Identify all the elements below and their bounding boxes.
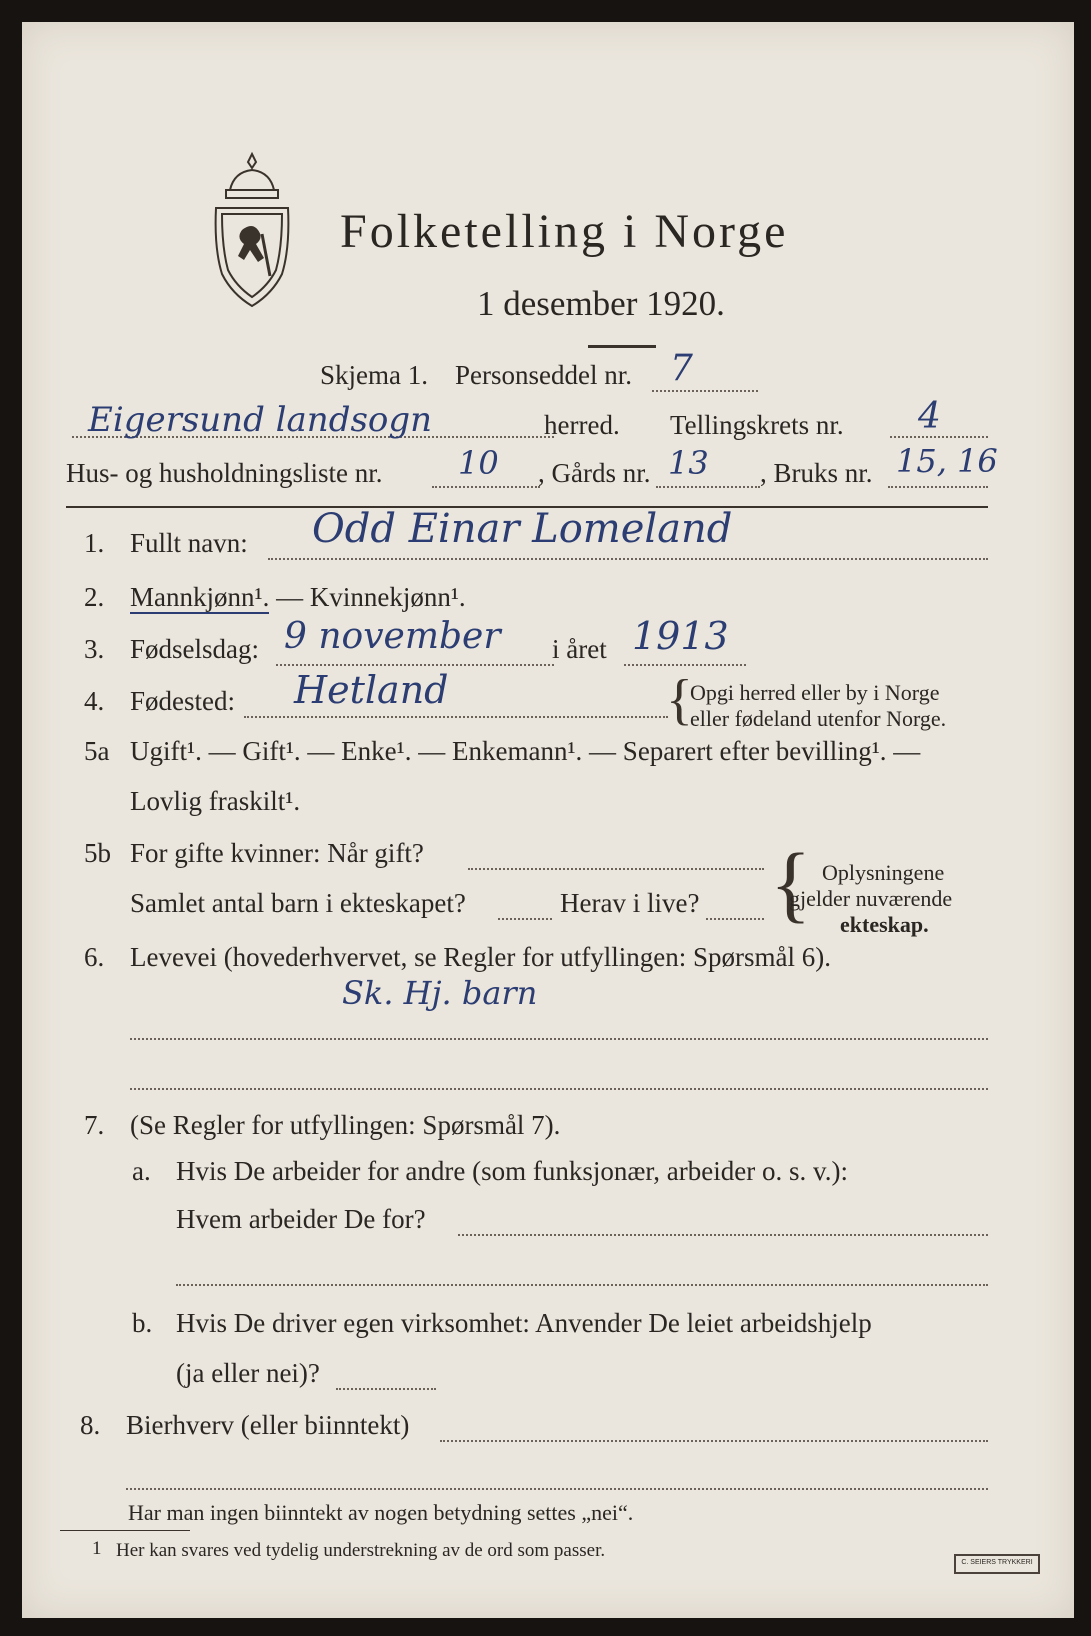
q1-full-name-value[interactable]: Odd Einar Lomeland xyxy=(312,506,733,552)
q5a-number: 5a xyxy=(84,736,110,766)
footnote-text: Her kan svares ved tydelig understrekning av de ord som passer. xyxy=(116,1540,606,1561)
q6-line-2 xyxy=(130,1088,988,1090)
tellingskrets-label: Tellingskrets nr. xyxy=(670,410,844,440)
q6-line-1 xyxy=(130,1038,988,1040)
q5a-options-2[interactable]: Lovlig fraskilt¹. xyxy=(130,786,301,816)
q1-label: Fullt navn: xyxy=(130,528,248,558)
q7b-label-1: Hvis De driver egen virksomhet: Anvender De leiet arbeidshjelp xyxy=(176,1308,872,1338)
q5b-children-label: Samlet antal barn i ekteskapet? xyxy=(130,888,466,918)
q2-option-female[interactable]: — Kvinnekjønn¹. xyxy=(269,582,466,612)
q7a-number: a. xyxy=(132,1156,151,1186)
q4-note-line2: eller fødeland utenfor Norge. xyxy=(690,706,947,731)
q4-note-line1: Opgi herred eller by i Norge xyxy=(690,680,940,705)
q7b-line[interactable] xyxy=(336,1388,436,1390)
herred-label: herred. xyxy=(544,410,620,440)
q7b-number: b. xyxy=(132,1308,153,1338)
q3-year-label: i året xyxy=(552,634,607,664)
q7a-label-1: Hvis De arbeider for andre (som funksjonær, arbeider o. s. v.): xyxy=(176,1156,848,1186)
tellingskrets-value[interactable]: 4 xyxy=(918,396,941,437)
q5a-options[interactable]: Ugift¹. — Gift¹. — Enke¹. — Enkemann¹. — Separert efter bevilling¹. — xyxy=(130,736,921,766)
q5b-note-line3: ekteskap. xyxy=(840,912,929,937)
q1-number: 1. xyxy=(84,528,105,558)
q8-line-1[interactable] xyxy=(440,1440,988,1442)
q7a-label-2: Hvem arbeider De for? xyxy=(176,1204,426,1234)
norwegian-coat-of-arms-icon xyxy=(208,150,296,312)
q7a-line-1[interactable] xyxy=(458,1234,988,1236)
q6-occupation-value[interactable]: Sk. Hj. barn xyxy=(342,974,538,1012)
personseddel-label: Personseddel nr. xyxy=(455,360,632,390)
bruks-value[interactable]: 15, 16 xyxy=(896,442,998,480)
q4-note-brace: { xyxy=(666,669,693,731)
q7b-label-2: (ja eller nei)? xyxy=(176,1358,320,1388)
hus-value[interactable]: 10 xyxy=(458,444,499,482)
q4-line xyxy=(244,716,668,718)
q5b-note-line2: gjelder nuværende xyxy=(789,886,953,911)
q1-line xyxy=(268,558,988,560)
q5b-married-when-label: For gifte kvinner: Når gift? xyxy=(130,838,424,868)
hus-line xyxy=(432,486,540,488)
q7-number: 7. xyxy=(84,1110,105,1140)
q5b-alive-label: Herav i live? xyxy=(560,888,700,918)
q7-label: (Se Regler for utfyllingen: Spørsmål 7). xyxy=(130,1110,561,1140)
q3-year-line xyxy=(624,664,746,666)
printer-stamp: C. SEIERS TRYKKERI xyxy=(954,1554,1040,1574)
q2-options[interactable] xyxy=(130,582,466,613)
q3-label: Fødselsdag: xyxy=(130,634,260,664)
census-form-sheet xyxy=(22,22,1074,1618)
q7a-line-2[interactable] xyxy=(176,1284,988,1286)
q3-number: 3. xyxy=(84,634,105,664)
personseddel-line xyxy=(652,390,758,392)
q4-number: 4. xyxy=(84,686,105,716)
q4-birthplace-value[interactable]: Hetland xyxy=(294,668,449,712)
form-title: Folketelling i Norge xyxy=(340,205,789,258)
skjema-label: Skjema 1. xyxy=(320,360,428,390)
q2-option-male[interactable]: Mannkjønn¹. xyxy=(130,582,270,612)
personseddel-value[interactable]: 7 xyxy=(670,348,693,389)
q2-number: 2. xyxy=(84,582,105,612)
q8-note: Har man ingen biinntekt av nogen betydning settes „nei“. xyxy=(128,1500,634,1525)
gards-line xyxy=(656,486,760,488)
q5b-children-line[interactable] xyxy=(498,918,552,920)
q6-label: Levevei (hovederhvervet, se Regler for utfyllingen: Spørsmål 6). xyxy=(130,942,832,972)
q4-label: Fødested: xyxy=(130,686,235,716)
gards-label: , Gårds nr. xyxy=(538,458,651,488)
hus-label: Hus- og husholdningsliste nr. xyxy=(66,458,383,488)
gards-value[interactable]: 13 xyxy=(668,444,709,482)
bruks-label: , Bruks nr. xyxy=(760,458,873,488)
q8-line-2[interactable] xyxy=(126,1488,988,1490)
footnote-rule xyxy=(60,1530,190,1531)
q5b-alive-line[interactable] xyxy=(706,918,764,920)
q3-day-line xyxy=(276,664,554,666)
bruks-line xyxy=(888,486,988,488)
q8-label: Bierhverv (eller biinntekt) xyxy=(126,1410,410,1440)
q6-number: 6. xyxy=(84,942,105,972)
q5b-number: 5b xyxy=(84,838,111,868)
q3-birthday-value[interactable]: 9 november xyxy=(284,616,501,657)
herred-value[interactable]: Eigersund landsogn xyxy=(88,400,433,440)
q5b-married-when-line[interactable] xyxy=(468,868,764,870)
footnote-mark: 1 xyxy=(92,1538,102,1559)
q5b-note-brace: { xyxy=(770,835,812,931)
q8-number: 8. xyxy=(80,1410,101,1440)
census-date: 1 desember 1920. xyxy=(477,284,725,323)
title-divider xyxy=(588,345,656,348)
q5b-note-line1: Oplysningene xyxy=(822,860,945,885)
q3-year-value[interactable]: 1913 xyxy=(632,614,729,658)
